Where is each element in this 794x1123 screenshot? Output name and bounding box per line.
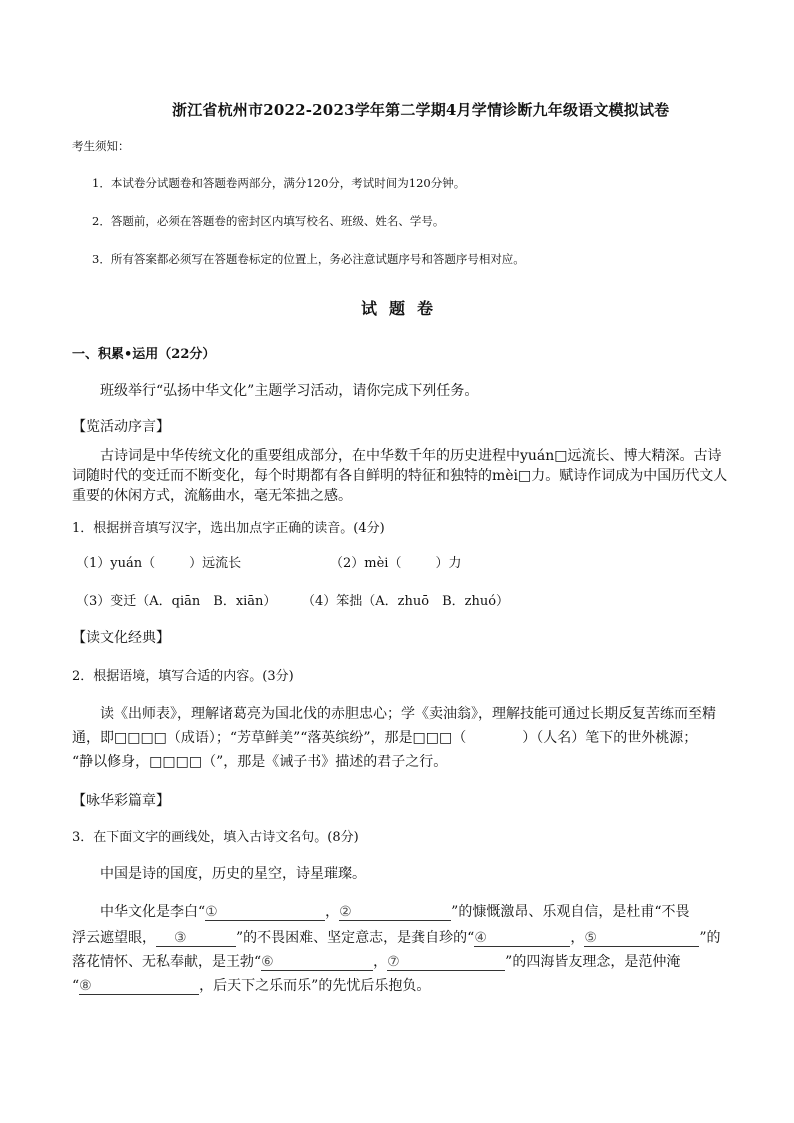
q3-l3-text-b: ， (373, 954, 388, 970)
q3-line-4 (72, 975, 430, 995)
q3-l3-text-c: ”的四海皆友理念，是范仲淹 (505, 954, 681, 970)
q2-line-2: 通，即□□□□（成语）；“芳草鲜美”“落英缤纷”，那是□□□（ ）（人名）笔下的世外桃源； (72, 730, 698, 746)
preface-line-3: 重要的休闲方式，流觞曲水，毫无笨拙之感。 (72, 488, 352, 504)
blank-6: ⑥ (261, 954, 373, 971)
q3-l1-text-a: 中华文化是李白“ (100, 904, 206, 920)
blank-3: ③ (156, 930, 236, 947)
notice-item-3: 3．所有答案都必须写在答题卷标定的位置上，务必注意试题序号和答题序号相对应。 (92, 252, 525, 266)
q1-item-2-pre: （2）mèi（ (330, 556, 402, 571)
q3-line-3 (72, 951, 680, 971)
q2-line-3: “静以修身，□□□□（”，那是《诫子书》描述的君子之行。 (72, 754, 448, 770)
q3-l3-text-a: 落花情怀、无私奉献，是王勃“ (72, 954, 262, 970)
block-label-classics: 【读文化经典】 (72, 630, 170, 646)
q2-stem: 2．根据语境，填写合适的内容。(3分) (72, 669, 294, 684)
q3-line-2 (72, 927, 721, 947)
q3-l2-text-c: ， (570, 930, 585, 946)
notice-heading: 考生须知： (72, 139, 130, 153)
part1-intro: 班级举行“弘扬中华文化”主题学习活动，请你完成下列任务。 (100, 383, 479, 399)
preface-line-2: 词随时代的变迁而不断变化，每个时期都有各自鲜明的特征和独特的mèi□力。赋诗作词成为中国历代文人 (72, 468, 728, 484)
q3-line-1 (100, 901, 690, 921)
preface-line-1: 古诗词是中华传统文化的重要组成部分，在中华数千年的历史进程中yuán□远流长、博大精深。古诗 (100, 448, 722, 464)
blank-1: ① (205, 904, 325, 921)
q3-l2-text-b: ”的不畏困难、坚定意志，是龚自珍的“ (236, 930, 475, 946)
q3-l4-text-a: “ (72, 978, 80, 994)
blank-7: ⑦ (387, 954, 505, 971)
q1-item-4: （4）笨拙（A．zhuō B．zhuó） (302, 594, 510, 609)
q1-item-2 (330, 552, 461, 571)
q3-l2-text-a: 浮云遮望眼， (72, 930, 156, 946)
q1-item-1 (76, 552, 241, 571)
part1-heading: 一、积累•运用（22分） (72, 347, 216, 362)
blank-4: ④ (474, 930, 570, 947)
q3-l1-text-c: ”的慷慨激昂、乐观自信，是杜甫“不畏 (451, 904, 690, 920)
q1-item-3: （3）变迁（A．qiān B．xiān） (76, 594, 277, 609)
block-label-poetry: 【咏华彩篇章】 (72, 793, 170, 809)
q3-stem: 3．在下面文字的画线处，填入古诗文名句。(8分) (72, 830, 359, 845)
blank-2: ② (339, 904, 451, 921)
q3-l2-text-d: ”的 (699, 930, 721, 946)
q1-item-1-post: ）远流长 (189, 556, 242, 571)
notice-item-2: 2．答题前，必须在答题卷的密封区内填写校名、班级、姓名、学号。 (92, 214, 445, 228)
exam-title: 浙江省杭州市2022-2023学年第二学期4月学情诊断九年级语文模拟试卷 (172, 101, 670, 119)
blank-5: ⑤ (584, 930, 699, 947)
section-title: 试题卷 (361, 299, 446, 318)
q1-item-2-post: ）力 (435, 556, 462, 571)
q1-item-1-pre: （1）yuán（ (76, 556, 156, 571)
notice-item-1: 1．本试卷分试题卷和答题卷两部分，满分120分，考试时间为120分钟。 (92, 176, 466, 190)
q1-stem: 1．根据拼音填写汉字，选出加点字正确的读音。(4分) (72, 521, 385, 536)
block-label-preface: 【览活动序言】 (72, 419, 170, 435)
q3-l1-text-b: ， (325, 904, 340, 920)
q3-l4-text-b: ，后天下之乐而乐”的先忧后乐抱负。 (199, 978, 431, 994)
q3-intro: 中国是诗的国度，历史的星空，诗星璀璨。 (100, 866, 366, 882)
blank-8: ⑧ (79, 978, 199, 995)
q2-line-1: 读《出师表》，理解诸葛亮为国北伐的赤胆忠心；学《卖油翁》，理解技能可通过长期反复苦练而至精 (100, 706, 716, 722)
